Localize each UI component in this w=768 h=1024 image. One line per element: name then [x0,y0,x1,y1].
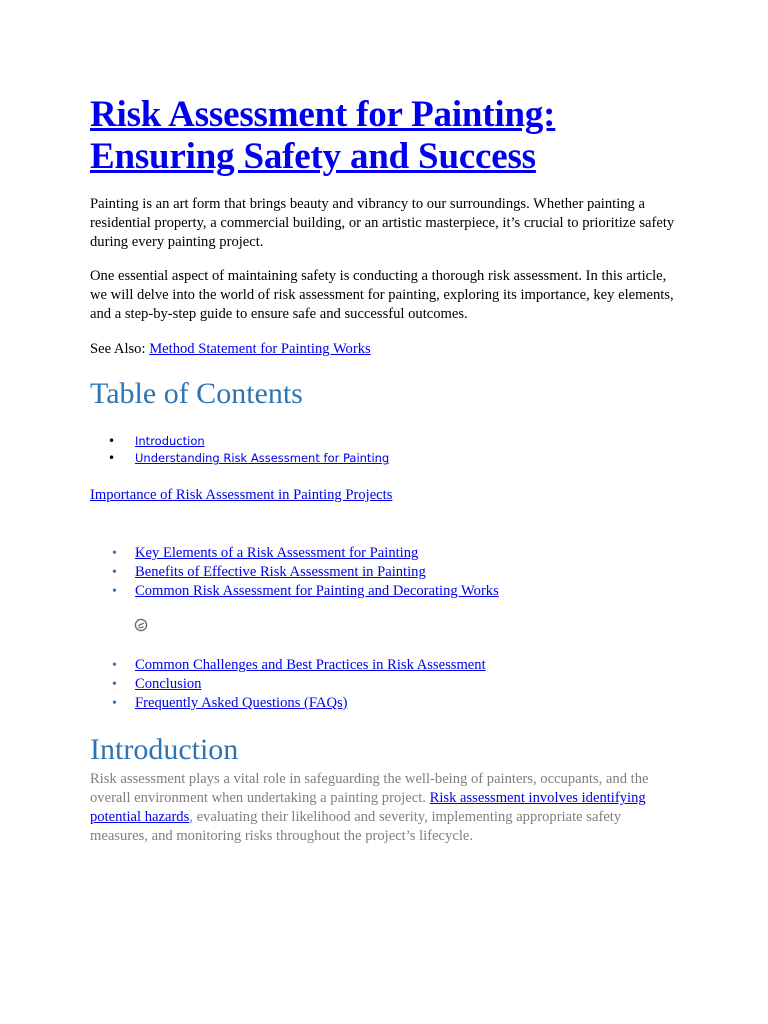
see-also-link[interactable]: Method Statement for Painting Works [149,341,371,357]
toc-link[interactable]: Understanding Risk Assessment for Painting [135,451,390,465]
see-also [90,340,680,359]
title-link[interactable] [90,94,555,177]
intro-text-after: , evaluating their likelihood and severity, implementing appropriate safety measures, and monitoring risks throughout the project’s lifecycle. [90,809,622,844]
title-line-2: Ensuring Safety and Success [90,136,536,177]
introduction-heading: Introduction [90,733,239,766]
toc-item-introduction [108,433,389,450]
toc-list-group-2 [112,656,486,713]
toc-link[interactable]: Frequently Asked Questions (FAQs) [135,695,348,711]
toc-link[interactable]: Common Risk Assessment for Painting and Decorating Works [135,583,499,599]
toc-item [112,544,499,563]
toc-item-understanding [108,450,389,467]
toc-small-list [108,433,389,467]
intro-inline-link[interactable]: Risk assessment involves identifying potential hazards [90,790,646,825]
toc-link-importance[interactable]: Importance of Risk Assessment in Painting Projects [90,487,393,503]
toc-link[interactable]: Introduction [135,434,205,448]
toc-link[interactable]: Benefits of Effective Risk Assessment in Painting [135,564,426,580]
toc-item [112,563,499,582]
page-title [90,94,710,178]
ezoic-icon[interactable] [134,618,148,632]
toc-item [112,694,486,713]
intro-paragraph-1: Painting is an art form that brings beauty and vibrancy to our surroundings. Whether painting a residential property, a commercial building, or an artistic masterpiece, it’s crucial to prioritize safety during every painting project. [90,196,675,250]
toc-heading: Table of Contents [90,377,303,410]
toc-list-group-1 [112,544,499,601]
toc-link[interactable]: Conclusion [135,676,202,692]
title-line-1: Risk Assessment for Painting: [90,94,556,135]
toc-item [112,582,499,601]
toc-link[interactable]: Common Challenges and Best Practices in Risk Assessment [135,657,486,673]
toc-item [112,656,486,675]
toc-item [112,675,486,694]
intro-text-before: Risk assessment plays a vital role in safeguarding the well-being of painters, occupants, and the overall environment when undertaking a painting project. [90,771,649,806]
introduction-paragraph [90,770,680,846]
see-also-prefix: See Also: [90,341,150,357]
intro-paragraph-2: One essential aspect of maintaining safety is conducting a thorough risk assessment. In this article, we will delve into the world of risk assessment for painting, exploring its importance, key elements, and a step-by-step guide to ensure safe and successful outcomes. [90,268,674,322]
toc-link[interactable]: Key Elements of a Risk Assessment for Painting [135,545,419,561]
